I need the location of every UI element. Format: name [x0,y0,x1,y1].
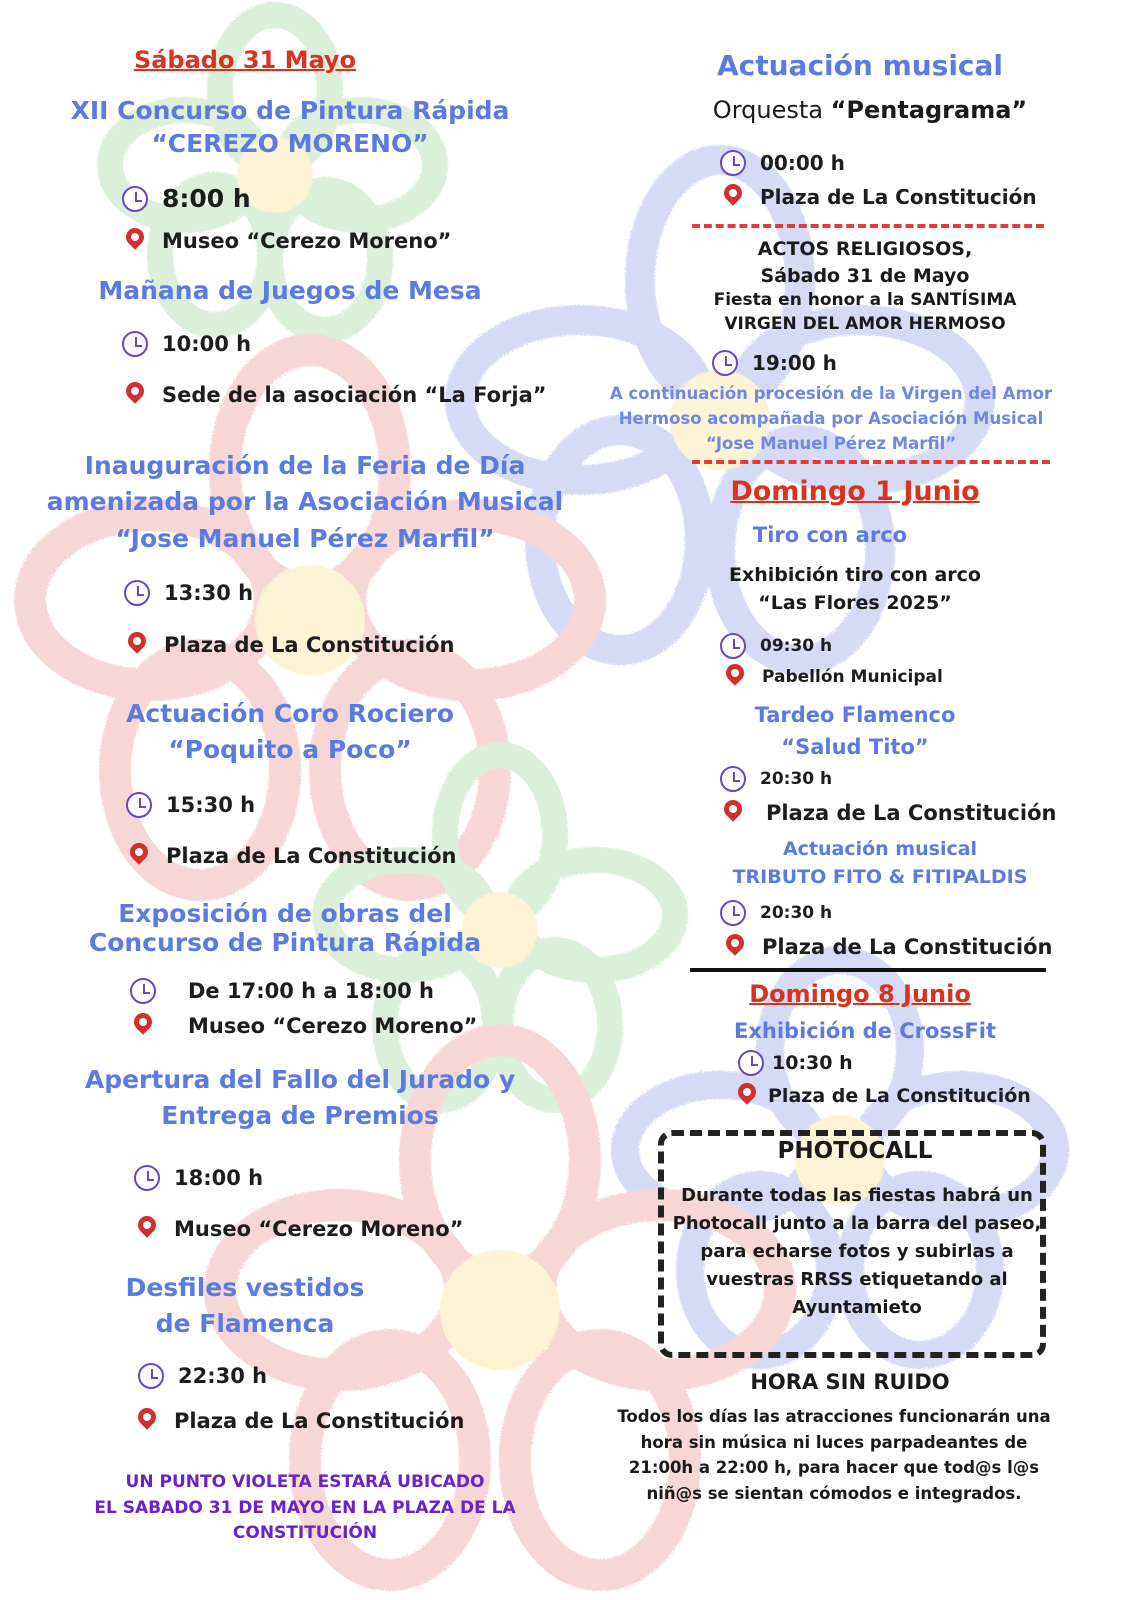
tribute-time [720,900,832,926]
event-time-text: 00:00 h [760,151,845,175]
photocall-line: Ayuntamieto [792,1296,922,1318]
clock-icon [720,766,746,792]
event-place [130,1013,477,1039]
photocall-line: para echarse fotos y subirlas a [700,1240,1014,1262]
event-place [134,1216,463,1242]
event-time-text: 19:00 h [752,351,837,375]
archery-place [722,664,943,690]
quiet-hour-line: hora sin música ni luces parpadeantes de [640,1432,1028,1452]
flamenco-title-line: Tardeo Flamenco [754,703,956,727]
event-time [122,184,251,213]
event-title-line: Entrega de Premios [161,1101,439,1131]
location-pin-icon [722,930,747,955]
event-time [130,978,434,1004]
event-time [122,331,251,357]
clock-icon [124,580,150,606]
event-title-line: “CEREZO MORENO” [151,128,429,158]
religious-line: ACTOS RELIGIOSOS, [757,238,973,260]
event-place-text: Plaza de La Constitución [164,633,455,657]
event-title-line: “Poquito a Poco” [168,735,412,765]
event-place [122,228,451,254]
event-place-text: Museo “Cerezo Moreno” [174,1217,464,1241]
location-pin-icon [734,1079,759,1104]
quiet-hour-line: Todos los días las atracciones funcionarán una [617,1407,1051,1426]
quiet-hour-line: 21:00h a 22:00 h, para hacer que tod@s l@s [628,1458,1040,1478]
clock-icon [720,150,746,176]
violet-point-notice [20,1470,590,1547]
procession-text [606,382,1056,456]
event-place-text: Pabellón Municipal [762,667,943,687]
tribute-title [720,836,1040,891]
event-place [126,843,456,869]
procession-line: A continuación procesión de la Virgen del Amor [609,384,1053,403]
photocall-line: Durante todas las fiestas habrá un [681,1185,1033,1206]
location-pin-icon [126,839,151,864]
event-title-line: Apertura del Fallo del Jurado y [84,1065,516,1094]
event-title-line: “Jose Manuel Pérez Marfil” [115,523,495,553]
clock-icon [126,792,152,818]
event-title [40,275,540,308]
event-title-line: Desfiles vestidos [125,1273,365,1302]
event-time-text: 09:30 h [760,636,833,656]
religious-block [680,236,1050,337]
date-heading-domingo-1: Domingo 1 Junio [730,476,980,507]
event-time-text: 8:00 h [162,184,251,213]
event-place-text: Sede de la asociación “La Forja” [162,383,547,407]
event-title-line: Concurso de Pintura Rápida [88,927,482,957]
divider-dashed [692,224,1044,228]
religious-time [712,350,837,376]
event-time-text: 20:30 h [760,903,833,923]
event-place [124,632,454,658]
event-time [124,580,253,606]
location-pin-icon [122,224,147,249]
quiet-hour-text [606,1404,1062,1506]
photocall-line: vuestras RRSS etiquetando al [706,1268,1008,1290]
divider-dashed [692,460,1050,464]
location-pin-icon [720,180,745,205]
religious-line: Sábado 31 de Mayo [760,264,970,287]
event-place-text: Plaza de La Constitución [766,801,1057,825]
event-time [138,1363,267,1389]
event-title-line: XII Concurso de Pintura Rápida [70,96,510,125]
date-heading-saturday: Sábado 31 Mayo [133,46,357,74]
event-place [122,382,547,408]
divider-solid [690,968,1046,972]
tribute-title-line: TRIBUTO FITO & FITIPALDIS [732,865,1028,888]
location-pin-icon [134,1404,159,1429]
event-time-text: 13:30 h [164,581,254,605]
event-place-text: Plaza de La Constitución [762,935,1053,959]
event-title-line: Inauguración de la Feria de Día [84,451,526,480]
flamenco-time [720,766,832,792]
notice-line: UN PUNTO VIOLETA ESTARÁ UBICADO [125,1472,485,1492]
quiet-hour-title: HORA SIN RUIDO [750,1370,950,1394]
band-prefix: Orquesta [712,96,831,124]
archery-title: Tiro con arco [752,523,908,547]
tribute-place [722,934,1052,960]
event-place-text: Museo “Cerezo Moreno” [162,229,452,253]
event-time-text: 22:30 h [178,1364,268,1388]
event-time-text: 18:00 h [174,1166,264,1190]
event-time [134,1165,263,1191]
event-title [120,1270,370,1343]
religious-line: VIRGEN DEL AMOR HERMOSO [724,313,1006,334]
archery-desc-line: Exhibición tiro con arco [729,564,981,586]
event-title-line: Mañana de Juegos de Mesa [98,276,482,305]
location-pin-icon [124,628,149,653]
event-time [126,792,255,818]
band-name: “Pentagrama” [830,96,1028,124]
event-place [134,1408,464,1434]
notice-line: EL SABADO 31 DE MAYO EN LA PLAZA DE LA CONSTITUCIÓN [94,1497,516,1543]
musical-place [720,184,1037,210]
event-time-text: De 17:00 h a 18:00 h [188,979,434,1003]
event-place-text: Plaza de La Constitución [166,844,457,868]
event-title [40,696,540,769]
event-title-line: Actuación Coro Rociero [126,699,454,728]
photocall-title: PHOTOCALL [777,1138,933,1164]
flamenco-title [730,700,980,763]
musical-time [720,150,845,176]
clock-icon [720,900,746,926]
event-title [60,1062,540,1135]
clock-icon [738,1050,764,1076]
crossfit-place [734,1083,1031,1109]
procession-line: Hermoso acompañada por Asociación Musical [618,408,1044,428]
event-title [40,448,570,557]
clock-icon [720,633,746,659]
quiet-hour-line: niñ@s se sientan cómodos e integrados. [646,1483,1022,1503]
musical-band [680,96,1060,124]
clock-icon [122,331,148,357]
tribute-title-line: Actuación musical [782,838,978,860]
event-time-text: 15:30 h [166,793,256,817]
photocall-text [662,1182,1052,1321]
event-title [40,900,530,958]
clock-icon [138,1363,164,1389]
archery-time [720,633,832,659]
musical-title: Actuación musical [716,49,1004,82]
event-title-line: Exposición de obras del [118,899,452,928]
event-place-text: Museo “Cerezo Moreno” [188,1014,478,1038]
event-title [40,95,540,160]
flamenco-place [720,800,1056,826]
date-heading-domingo-8: Domingo 8 Junio [749,980,971,1008]
religious-line: Fiesta en honor a la SANTÍSIMA [713,290,1017,311]
archery-desc-line: “Las Flores 2025” [758,591,952,614]
location-pin-icon [722,660,747,685]
event-place-text: Plaza de La Constitución [174,1409,465,1433]
clock-icon [122,186,148,212]
event-time-text: 10:30 h [772,1052,853,1074]
crossfit-title: Exhibición de CrossFit [734,1019,996,1043]
event-place-text: Plaza de La Constitución [760,185,1037,209]
photocall-line: Photocall junto a la barra del paseo, [672,1212,1042,1234]
procession-line: “Jose Manuel Pérez Marfil” [705,433,957,453]
location-pin-icon [122,378,147,403]
archery-desc [690,562,1020,617]
clock-icon [134,1165,160,1191]
clock-icon [130,978,156,1004]
event-title-line: de Flamenca [155,1309,335,1339]
event-time-text: 10:00 h [162,332,252,356]
event-title-line: amenizada por la Asociación Musical [46,487,564,517]
event-time-text: 20:30 h [760,769,833,789]
clock-icon [712,350,738,376]
event-place-text: Plaza de La Constitución [768,1085,1031,1107]
flamenco-title-line: “Salud Tito” [781,734,929,759]
location-pin-icon [130,1009,155,1034]
location-pin-icon [720,796,745,821]
crossfit-time [738,1050,853,1076]
location-pin-icon [134,1212,159,1237]
